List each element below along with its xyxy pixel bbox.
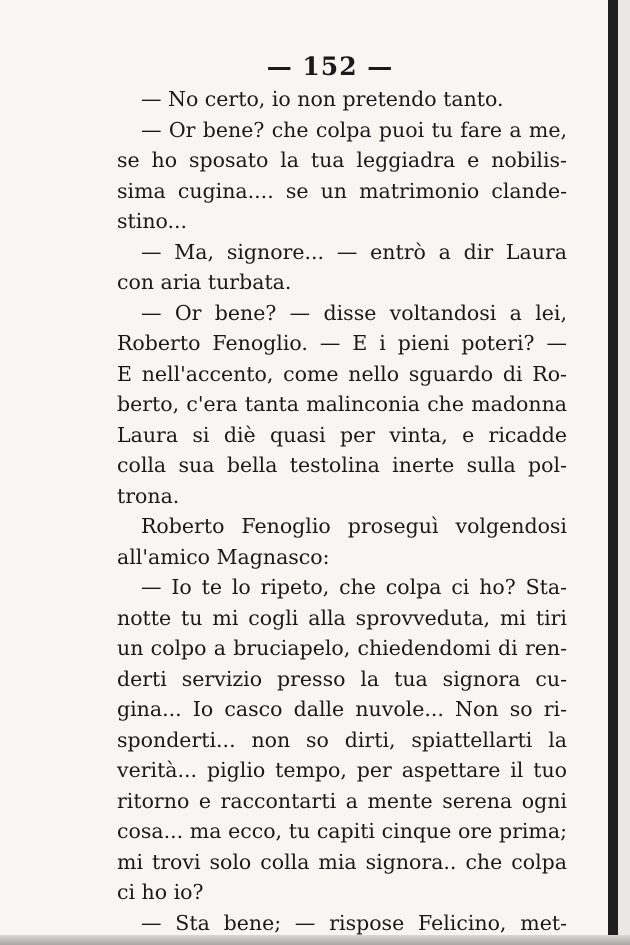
text-line: colla sua bella testolina inerte sulla pol- (117, 453, 567, 477)
body-text (117, 84, 567, 938)
text-line: un colpo a bruciapelo, chiedendomi di ren- (117, 636, 567, 660)
page-edge (618, 0, 630, 945)
text-line: verità... piglio tempo, per aspettare il tuo (117, 758, 567, 782)
text-line: trona. (117, 483, 180, 508)
text-line: derti servizio presso la tua signora cu- (117, 666, 567, 691)
text-line: — Or bene? che colpa puoi tu fare a me, (141, 117, 567, 142)
text-line: ci ho io? (117, 880, 204, 904)
text-line: stino... (117, 209, 188, 233)
page-number: — 152 — (266, 52, 394, 81)
text-line: Roberto Fenoglio proseguì volgendosi (141, 514, 567, 538)
text-line: cosa... ma ecco, tu capiti cinque ore prima; (117, 819, 567, 843)
text-line: E nell'accento, come nello sguardo di Ro- (117, 361, 567, 386)
text-line: — Io te lo ripeto, che colpa ci ho? Sta- (141, 575, 567, 599)
text-line: sima cugina.... se un matrimonio clande- (117, 178, 567, 203)
text-line: — Sta bene; — rispose Felicino, met- (141, 910, 567, 935)
text-line: — Or bene? — disse voltandosi a lei, (141, 300, 567, 325)
text-line: Laura si diè quasi per vinta, e ricadde (117, 422, 567, 447)
text-line: berto, c'era tanta malinconia che madonna (117, 392, 567, 416)
binding-shadow (608, 0, 618, 945)
text-line: sponderti... non so dirti, spiattellarti la (117, 727, 567, 752)
text-line: mi trovi solo colla mia signora.. che colpa (117, 849, 567, 874)
text-line: — No certo, io non pretendo tanto. (141, 87, 504, 111)
text-line: Roberto Fenoglio. — E i pieni poteri? — (117, 331, 567, 355)
text-line: se ho sposato la tua leggiadra e nobilis- (117, 148, 567, 172)
text-line: ritorno e raccontarti a mente serena ogni (117, 788, 567, 813)
text-line: — Ma, signore... — entrò a dir Laura (141, 239, 567, 264)
text-line: all'amico Magnasco: (117, 544, 330, 569)
text-line: notte tu mi cogli alla sprovveduta, mi tiri (117, 605, 567, 630)
text-line: gina... Io casco dalle nuvole... Non so ri- (117, 697, 567, 721)
text-line: con aria turbata. (117, 270, 292, 294)
